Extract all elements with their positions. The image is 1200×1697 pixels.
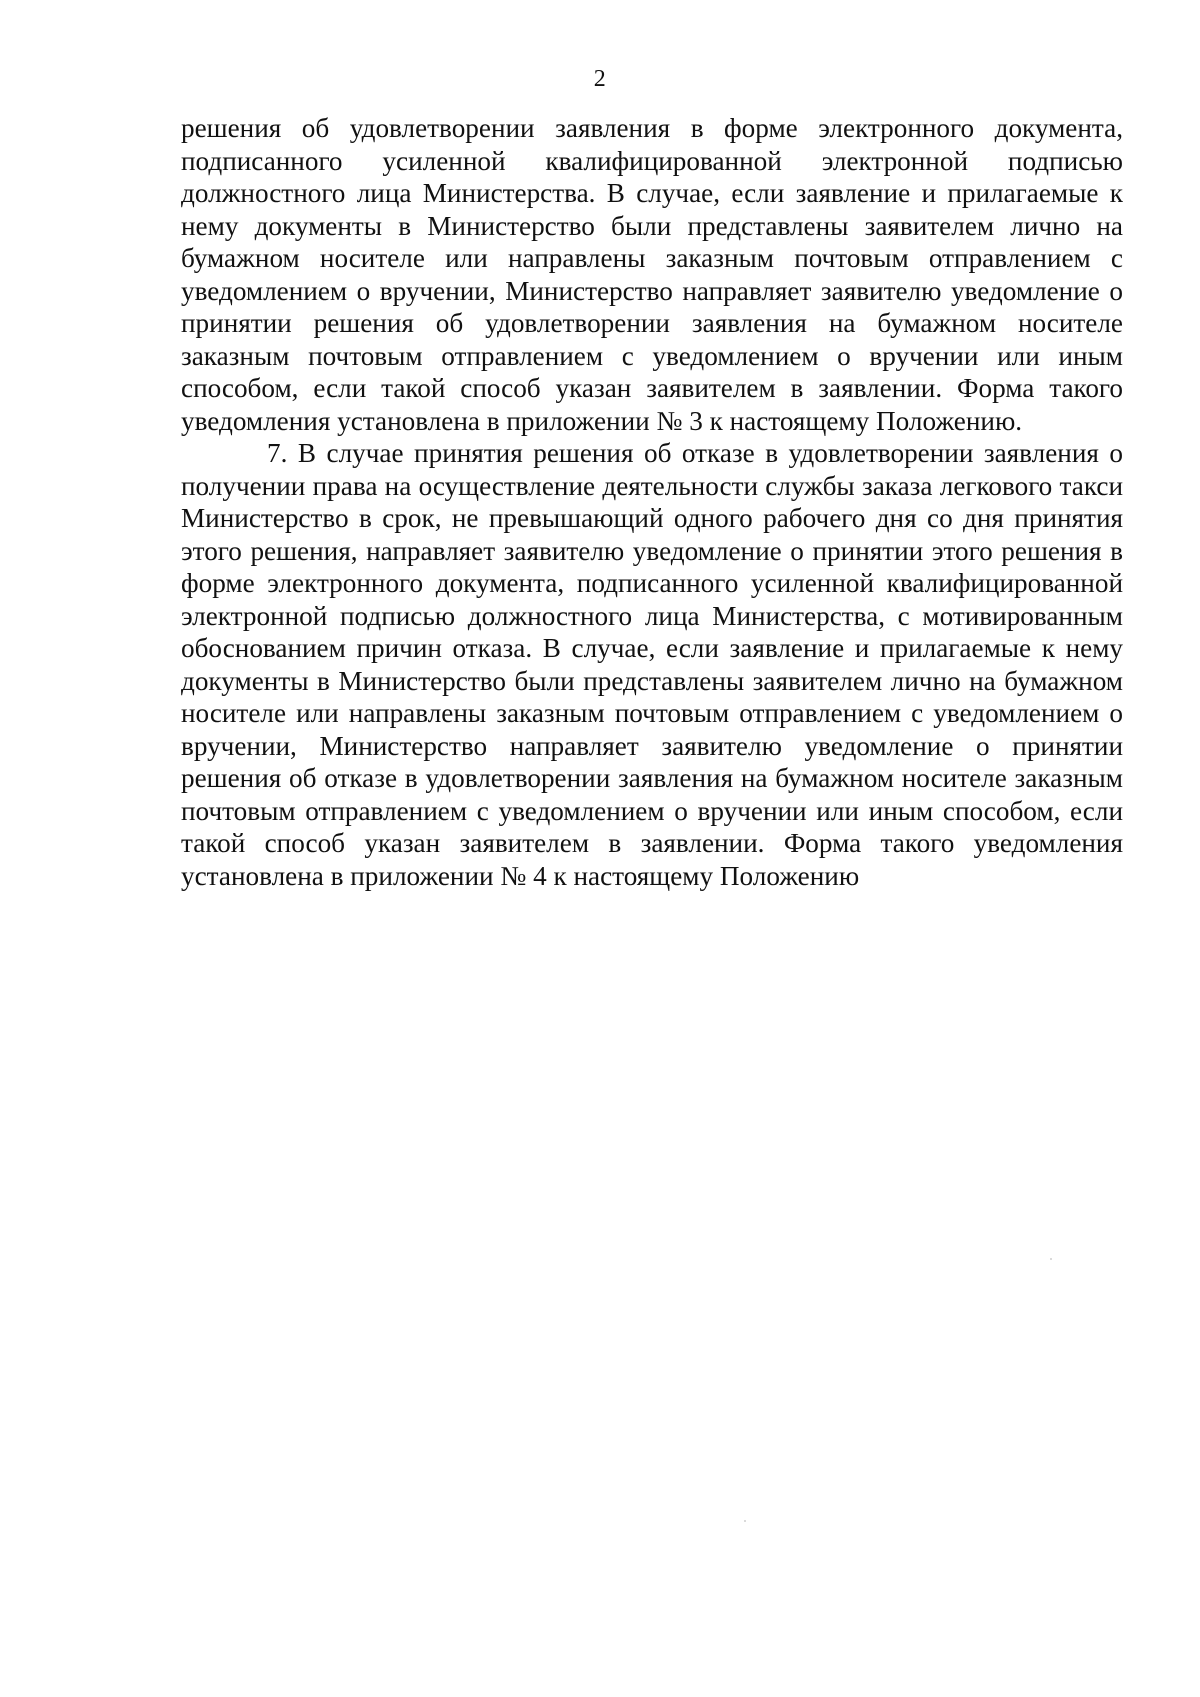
scan-speck [744,1520,746,1522]
document-body [181,112,1123,892]
paragraph-item-7: 7. В случае принятия решения об отказе в удовлетворении заявления о получении права на осуществление деятельности службы заказа легкового такси Министерство в срок, не превышающий одного рабочего дня со дня принятия этого решения, направляет заявителю уведомление о принятии этого решения в форме электронного документа, подписанного усиленной квалифицированной электронной подписью должностного лица Министерства, с мотивированным обоснованием причин отказа. В случае, если заявление и прилагаемые к нему документы в Министерство были представлены заявителем лично на бумажном носителе или направлены заказным почтовым отправлением с уведомлением о вручении, Министерство направляет заявителю уведомление о принятии решения об отказе в удовлетворении заявления на бумажном носителе заказным почтовым отправлением с уведомлением о вручении или иным способом, если такой способ указан заявителем в заявлении. Форма такого уведомления установлена в приложении № 4 к настоящему Положению [181,438,1123,891]
page-number: 2 [593,66,607,92]
scan-speck [1050,1258,1052,1260]
paragraph-continuation: решения об удовлетворении заявления в форме электронного документа, подписанного усиленной квалифицированной электронной подписью должностного лица Министерства. В случае, если заявление и прилагаемые к нему документы в Министерство были представлены заявителем лично на бумажном носителе или направлены заказным почтовым отправлением с уведомлением о вручении, Министерство направляет заявителю уведомление о принятии решения об удовлетворении заявления на бумажном носителе заказным почтовым отправлением с уведомлением о вручении или иным способом, если такой способ указан заявителем в заявлении. Форма такого уведомления установлена в приложении № 3 к настоящему Положению. [181,113,1123,436]
